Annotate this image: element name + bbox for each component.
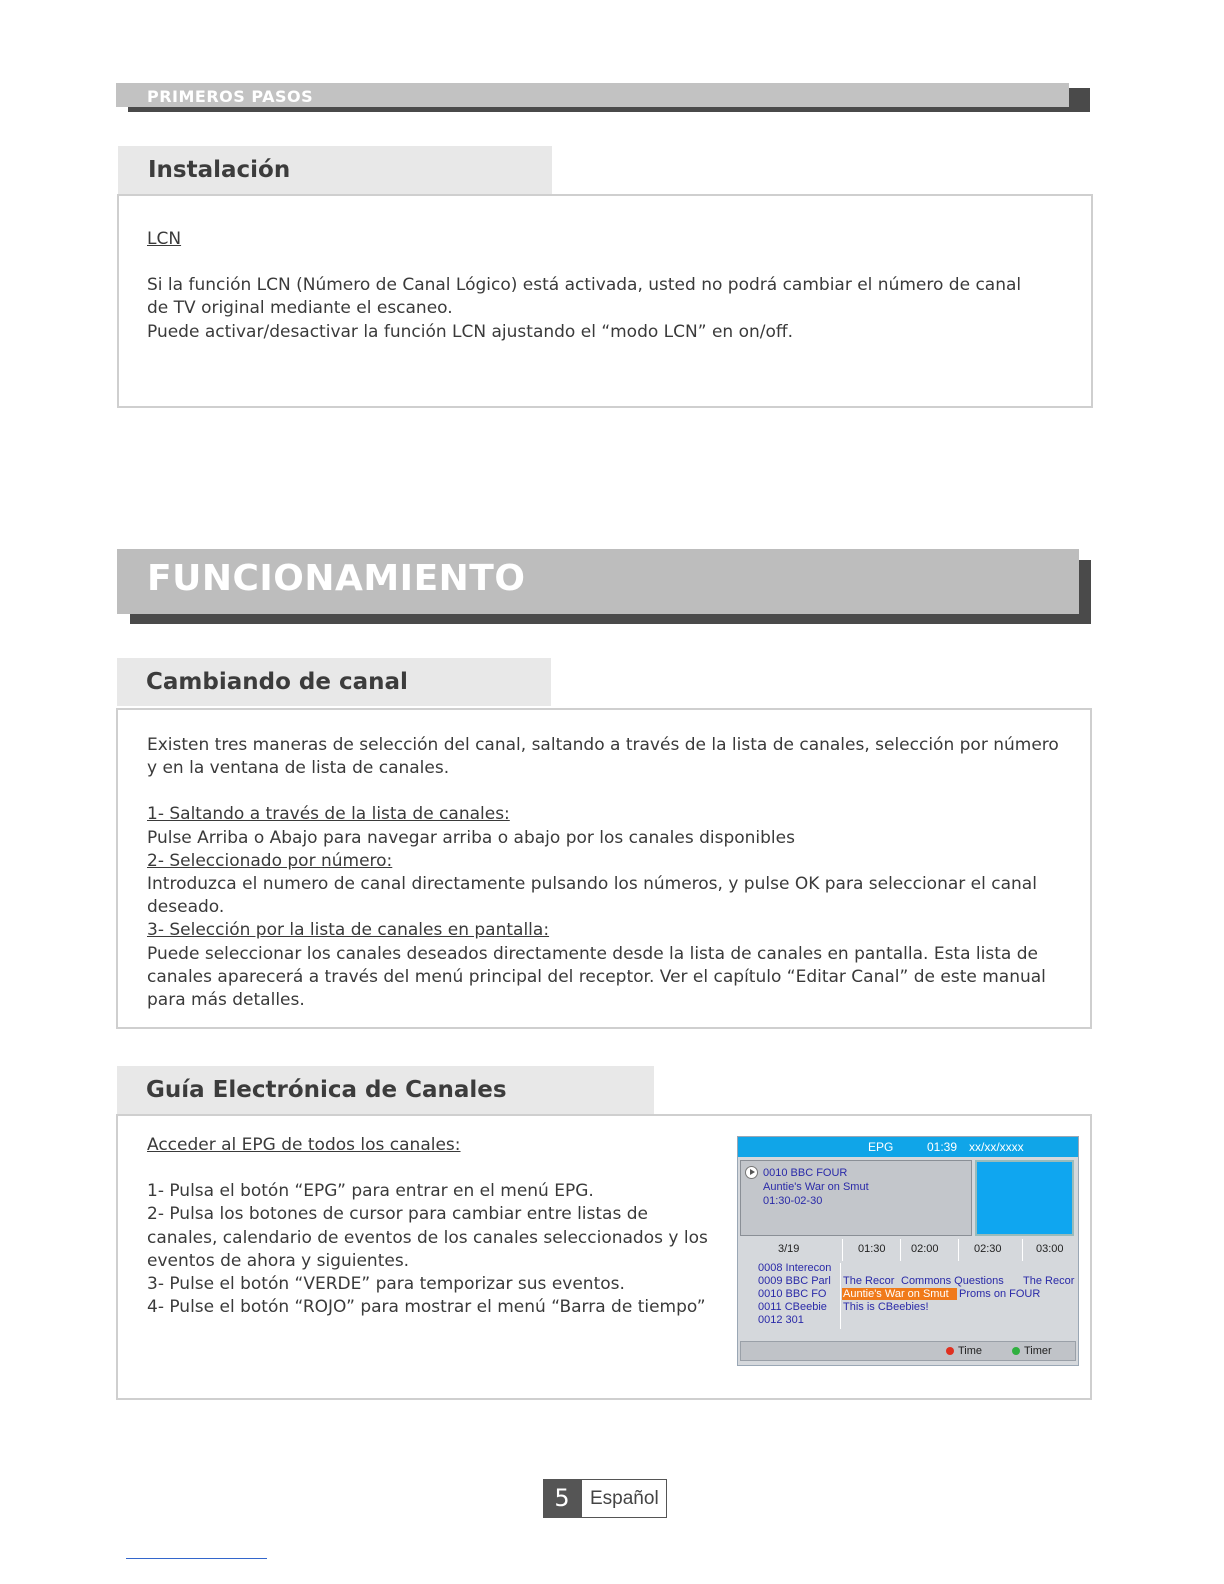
epg-channel-rows: [740, 1261, 1078, 1335]
epg-clock: 01:39: [927, 1140, 958, 1154]
epg-footer-timer: [1012, 1345, 1052, 1357]
epg-access-title: Acceder al EPG de todos los canales:: [147, 1135, 461, 1155]
epg-step: 3- Pulse el botón “VERDE” para temporizar sus eventos.: [147, 1274, 625, 1295]
epg-footer: [740, 1341, 1076, 1361]
epg-row: [740, 1301, 1078, 1314]
lcn-subtitle: LCN: [147, 229, 182, 249]
epg-current-info: [740, 1160, 972, 1236]
epg-guide-title: Guía Electrónica de Canales: [146, 1077, 507, 1103]
epg-page: 3/19: [778, 1243, 800, 1255]
epg-row-channel: 0008 Interecon: [758, 1262, 832, 1274]
section-label: PRIMEROS PASOS: [147, 87, 314, 106]
epg-event: The Recor: [843, 1275, 895, 1287]
channel-change-content: [147, 734, 1082, 1012]
epg-row: [740, 1262, 1078, 1275]
installation-title: Instalación: [148, 157, 291, 183]
epg-event: Proms on FOUR: [959, 1288, 1041, 1300]
epg-video-preview: [975, 1160, 1074, 1236]
epg-date: xx/xx/xxxx: [969, 1140, 1024, 1154]
method1-title: 1- Saltando a través de la lista de canales:: [147, 804, 510, 825]
epg-row: [740, 1275, 1078, 1288]
page-language: Español: [581, 1479, 667, 1518]
green-button-icon: [1012, 1347, 1020, 1355]
epg-header: [738, 1137, 1078, 1157]
intro-line: Existen tres maneras de selección del canal, saltando a través de la lista de canales, selección por número: [147, 735, 1059, 755]
epg-row-channel: 0010 BBC FO: [758, 1288, 827, 1300]
epg-row: [740, 1288, 1078, 1301]
installation-tab: [118, 146, 552, 194]
method2-text: Introduzca el numero de canal directamente pulsando los números, y pulse OK para seleccionar el canal: [147, 874, 1037, 895]
epg-guide-tab: [117, 1066, 654, 1114]
method3-text: canales aparecerá a través del menú principal del receptor. Ver el capítulo “Editar Canal” de este manual: [147, 966, 1046, 987]
epg-screenshot: [737, 1136, 1079, 1366]
installation-line: Puede activar/desactivar la función LCN ajustando el “modo LCN” en on/off.: [147, 321, 794, 342]
epg-event: The Recor: [1023, 1275, 1075, 1287]
epg-guide-content: [147, 1134, 737, 1319]
epg-current-time: 01:30-02-30: [763, 1195, 823, 1207]
epg-time-slot: 02:00: [911, 1243, 939, 1255]
intro-line: y en la ventana de lista de canales.: [147, 758, 450, 779]
method3-text: Puede seleccionar los canales deseados directamente desde la lista de canales en pantalla. Esta lista de: [147, 943, 1038, 964]
epg-time-slot: 03:00: [1036, 1243, 1064, 1255]
epg-footer-time: [946, 1345, 982, 1357]
channel-change-box: [116, 708, 1092, 1029]
page-number: 5: [543, 1479, 581, 1518]
epg-time-slot: 01:30: [858, 1243, 886, 1255]
method2-text: deseado.: [147, 897, 225, 918]
red-button-icon: [946, 1347, 954, 1355]
epg-step: 4- Pulse el botón “ROJO” para mostrar el menú “Barra de tiempo”: [147, 1297, 706, 1318]
installation-content: [147, 228, 1077, 344]
epg-timeline: [740, 1239, 1078, 1261]
installation-line: de TV original mediante el escaneo.: [147, 298, 453, 319]
epg-row-channel: 0011 CBeebie: [758, 1301, 827, 1313]
epg-current-channel: 0010 BBC FOUR: [763, 1167, 848, 1179]
channel-change-title: Cambiando de canal: [146, 669, 408, 695]
epg-event-selected: Auntie's War on Smut: [842, 1288, 957, 1300]
epg-step: eventos de ahora y siguientes.: [147, 1250, 410, 1271]
footnote-line: [126, 1558, 267, 1559]
play-icon: [745, 1166, 758, 1179]
method1-text: Pulse Arriba o Abajo para navegar arriba o abajo por los canales disponibles: [147, 827, 795, 848]
epg-step: canales, calendario de eventos de los canales seleccionados y los: [147, 1227, 708, 1248]
channel-change-tab: [117, 658, 551, 706]
epg-row: [740, 1314, 1078, 1327]
installation-box: [117, 194, 1093, 408]
epg-step: 1- Pulsa el botón “EPG” para entrar en el menú EPG.: [147, 1181, 594, 1202]
epg-current-event: Auntie's War on Smut: [763, 1181, 869, 1193]
method2-title: 2- Seleccionado por número:: [147, 850, 393, 871]
method3-text: para más detalles.: [147, 990, 305, 1011]
epg-event: Commons Questions: [901, 1275, 1004, 1287]
epg-screen-title: EPG: [868, 1140, 894, 1154]
epg-footer-time-label: Time: [958, 1345, 983, 1357]
epg-row-channel: 0012 301: [758, 1314, 804, 1326]
epg-footer-timer-label: Timer: [1024, 1345, 1052, 1357]
method3-title: 3- Selección por la lista de canales en pantalla:: [147, 920, 550, 941]
epg-event: This is CBeebies!: [843, 1301, 929, 1313]
operation-title: FUNCIONAMIENTO: [147, 558, 526, 599]
epg-time-slot: 02:30: [974, 1243, 1002, 1255]
epg-step: 2- Pulsa los botones de cursor para cambiar entre listas de: [147, 1204, 648, 1225]
epg-row-channel: 0009 BBC Parl: [758, 1275, 831, 1287]
installation-line: Si la función LCN (Número de Canal Lógico) está activada, usted no podrá cambiar el número de canal: [147, 275, 1022, 296]
